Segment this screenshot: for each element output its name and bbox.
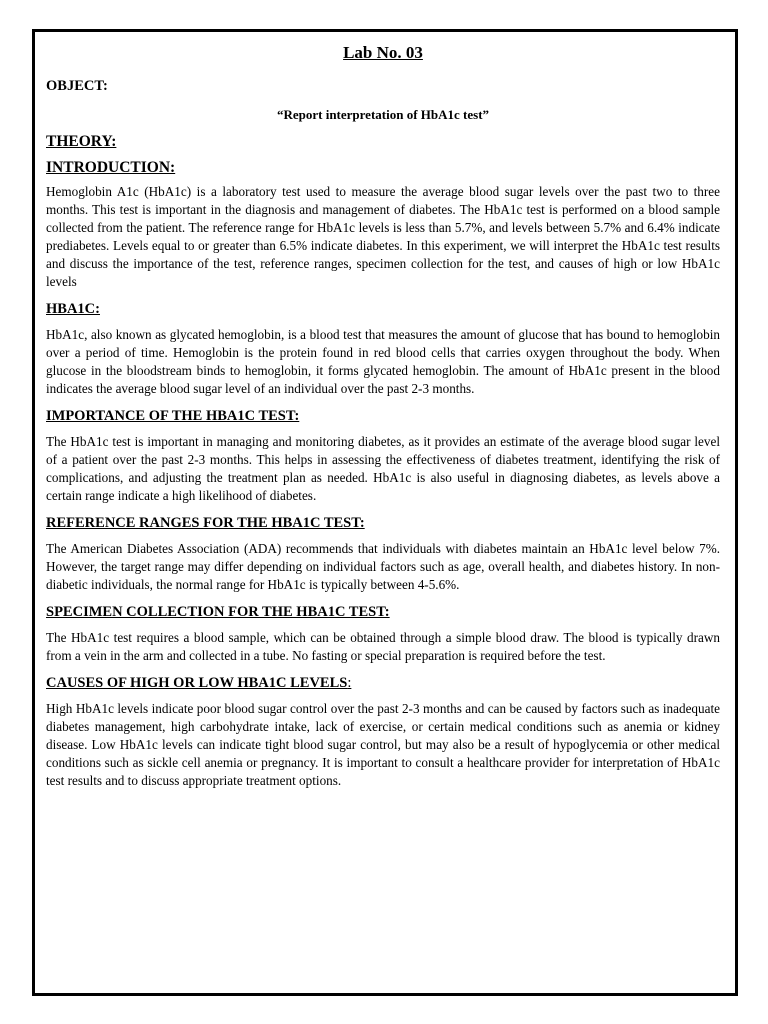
document-body [46, 40, 720, 797]
hba1c-heading: HBA1C: [46, 301, 100, 317]
object-label: OBJECT: [46, 78, 108, 94]
reference-ranges-heading: REFERENCE RANGES FOR THE HBA1C TEST: [46, 515, 365, 531]
importance-paragraph: The HbA1c test is important in managing and monitoring diabetes, as it provides an estimate of the average blood sugar level of a patient over the past 2-3 months. This helps in assessing the effectiveness of diabetes treatment, identifying the risk of complications, and adjusting the treatment plan as needed. HbA1c is also useful in diagnosing diabetes, as levels above a certain range indicate a high likelihood of diabetes. [46, 434, 720, 503]
object-text: “Report interpretation of HbA1c test” [276, 107, 490, 122]
specimen-collection-heading: SPECIMEN COLLECTION FOR THE HBA1C TEST: [46, 604, 390, 620]
causes-paragraph: High HbA1c levels indicate poor blood sugar control over the past 2-3 months and can be caused by factors such as inadequate diabetes management, high carbohydrate intake, lack of exercise, or certain medical conditions such as anemia or kidney disease. Low HbA1c levels can indicate tight blood sugar control, but may also be a result of hypoglycemia or other medical conditions such as sickle cell anemia or pregnancy. It is important to consult a healthcare provider for interpretation of HbA1c test results and to discuss appropriate treatment options. [46, 701, 720, 788]
hba1c-paragraph: HbA1c, also known as glycated hemoglobin, is a blood test that measures the amount of glucose that has bound to hemoglobin over a period of time. Hemoglobin is the protein found in red blood cells that carries oxygen throughout the body. When glucose in the bloodstream binds to hemoglobin, it forms glycated hemoglobin. The amount of HbA1c present in the blood indicates the average blood sugar level of an individual over the past 2-3 months. [46, 327, 720, 396]
reference-ranges-paragraph: The American Diabetes Association (ADA) recommends that individuals with diabetes maintain an HbA1c level below 7%. However, the target range may differ depending on individual factors such as age, overall health, and diabetes history. In non-diabetic individuals, the normal range for HbA1c is typically between 4-5.6%. [46, 541, 720, 592]
theory-heading: THEORY: [46, 133, 117, 150]
importance-heading: IMPORTANCE OF THE HBA1C TEST: [46, 408, 300, 424]
causes-heading-text: CAUSES OF HIGH OR LOW HBA1C LEVELS [46, 675, 348, 691]
introduction-paragraph: Hemoglobin A1c (HbA1c) is a laboratory test used to measure the average blood sugar levels over the past two to three months. This test is important in the diagnosis and management of diabetes. The HbA1c test is performed on a blood sample collected from the patient. The reference range for HbA1c levels is less than 5.7%, and levels between 5.7% and 6.4% indicate prediabetes. Levels equal to or greater than 6.5% indicate diabetes. In this experiment, we will interpret the HbA1c test results and discuss the importance of the test, reference ranges, specimen collection for the test, and causes of high or low HbA1c levels [46, 184, 720, 289]
lab-title: Lab No. 03 [343, 43, 423, 62]
causes-heading-colon: : [347, 675, 352, 691]
causes-heading [46, 672, 720, 694]
introduction-heading: INTRODUCTION: [46, 159, 176, 176]
specimen-collection-paragraph: The HbA1c test requires a blood sample, which can be obtained through a simple blood draw. The blood is typically drawn from a vein in the arm and collected in a tube. No fasting or special preparation is required before the test. [46, 630, 720, 663]
